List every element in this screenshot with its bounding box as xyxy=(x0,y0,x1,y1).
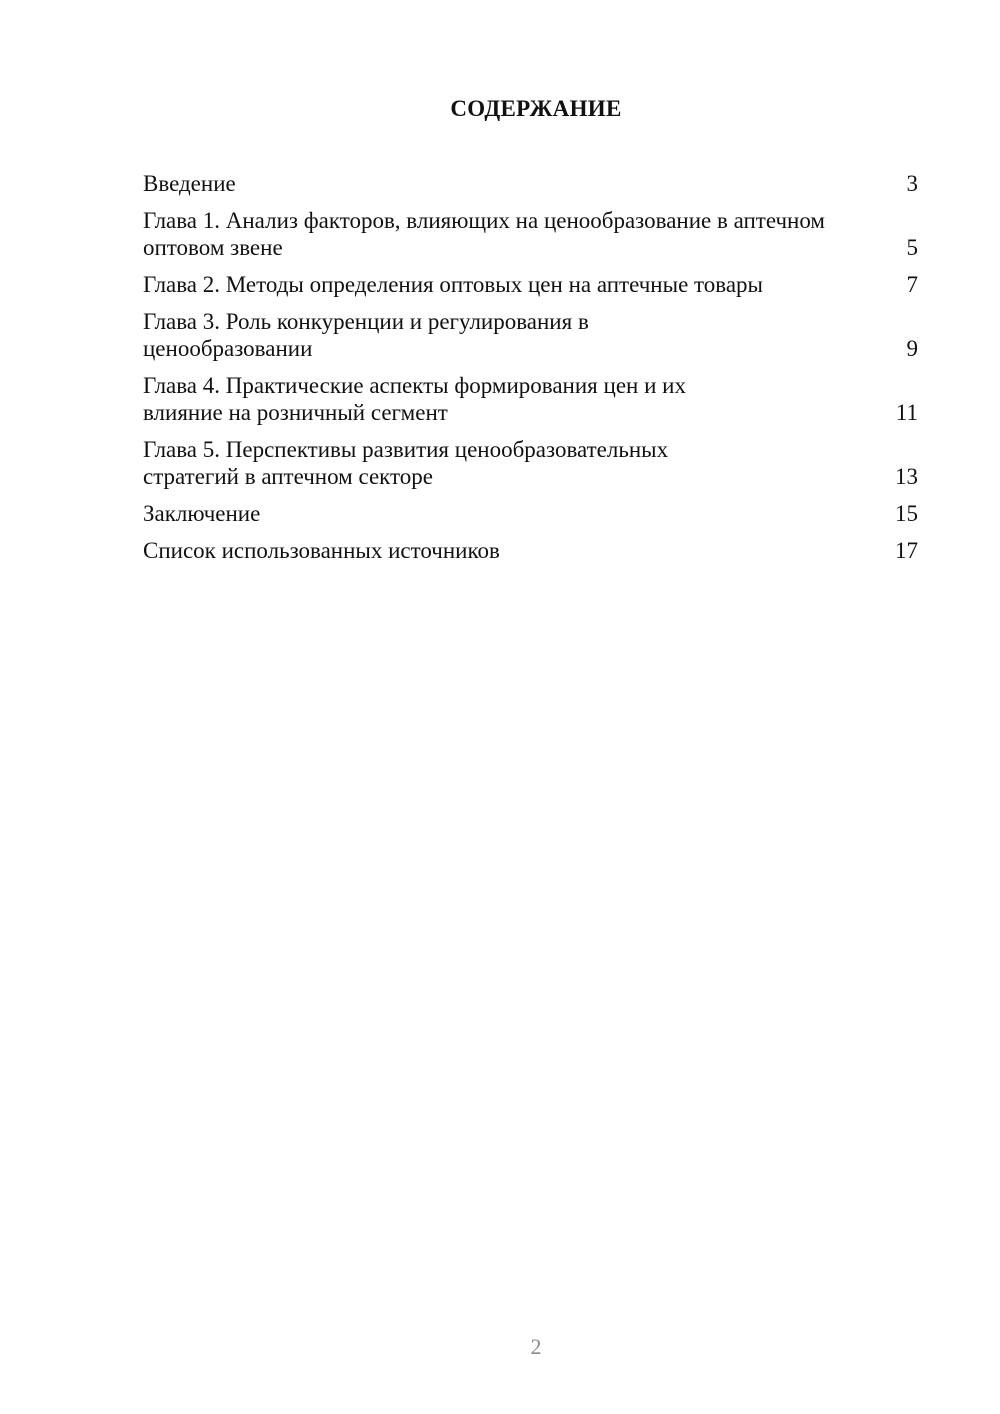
toc-entry-label: Глава 3. Роль конкуренции и регулирования в ценообразовании xyxy=(143,309,589,361)
page-number: 2 xyxy=(530,1334,542,1359)
toc-entry-label: Список использованных источников xyxy=(143,538,500,563)
toc-entry-page: 7 xyxy=(906,272,918,297)
toc-entry-label: Заключение xyxy=(143,501,261,526)
toc-entry-page: 15 xyxy=(895,501,918,526)
toc-entry-label: Глава 2. Методы определения оптовых цен на аптечные товары xyxy=(143,272,763,297)
toc-entry-page: 9 xyxy=(906,336,918,361)
toc-entry-chapter-1[interactable] xyxy=(143,207,918,261)
toc-entry-page: 17 xyxy=(895,538,918,563)
toc-entry-label: Глава 1. Анализ факторов, влияющих на ценообразование в аптечном оптовом звене xyxy=(143,208,825,260)
toc-entry-references[interactable] xyxy=(143,537,918,564)
table-of-contents xyxy=(143,170,918,574)
toc-entry-chapter-4[interactable] xyxy=(143,372,918,426)
page-title: СОДЕРЖАНИЕ xyxy=(450,96,622,121)
toc-entry-chapter-3[interactable] xyxy=(143,308,918,362)
toc-entry-label: Глава 4. Практические аспекты формирования цен и их влияние на розничный сегмент xyxy=(143,373,686,425)
toc-entry-page: 11 xyxy=(895,400,918,425)
toc-entry-page: 5 xyxy=(906,235,918,260)
toc-entry-introduction[interactable] xyxy=(143,170,918,197)
toc-entry-label: Глава 5. Перспективы развития ценообразовательных стратегий в аптечном секторе xyxy=(143,437,669,489)
toc-entry-page: 3 xyxy=(906,171,918,196)
toc-entry-label: Введение xyxy=(143,171,236,196)
toc-entry-page: 13 xyxy=(895,464,918,489)
toc-entry-chapter-2[interactable] xyxy=(143,271,918,298)
toc-entry-conclusion[interactable] xyxy=(143,500,918,527)
toc-entry-chapter-5[interactable] xyxy=(143,436,918,490)
